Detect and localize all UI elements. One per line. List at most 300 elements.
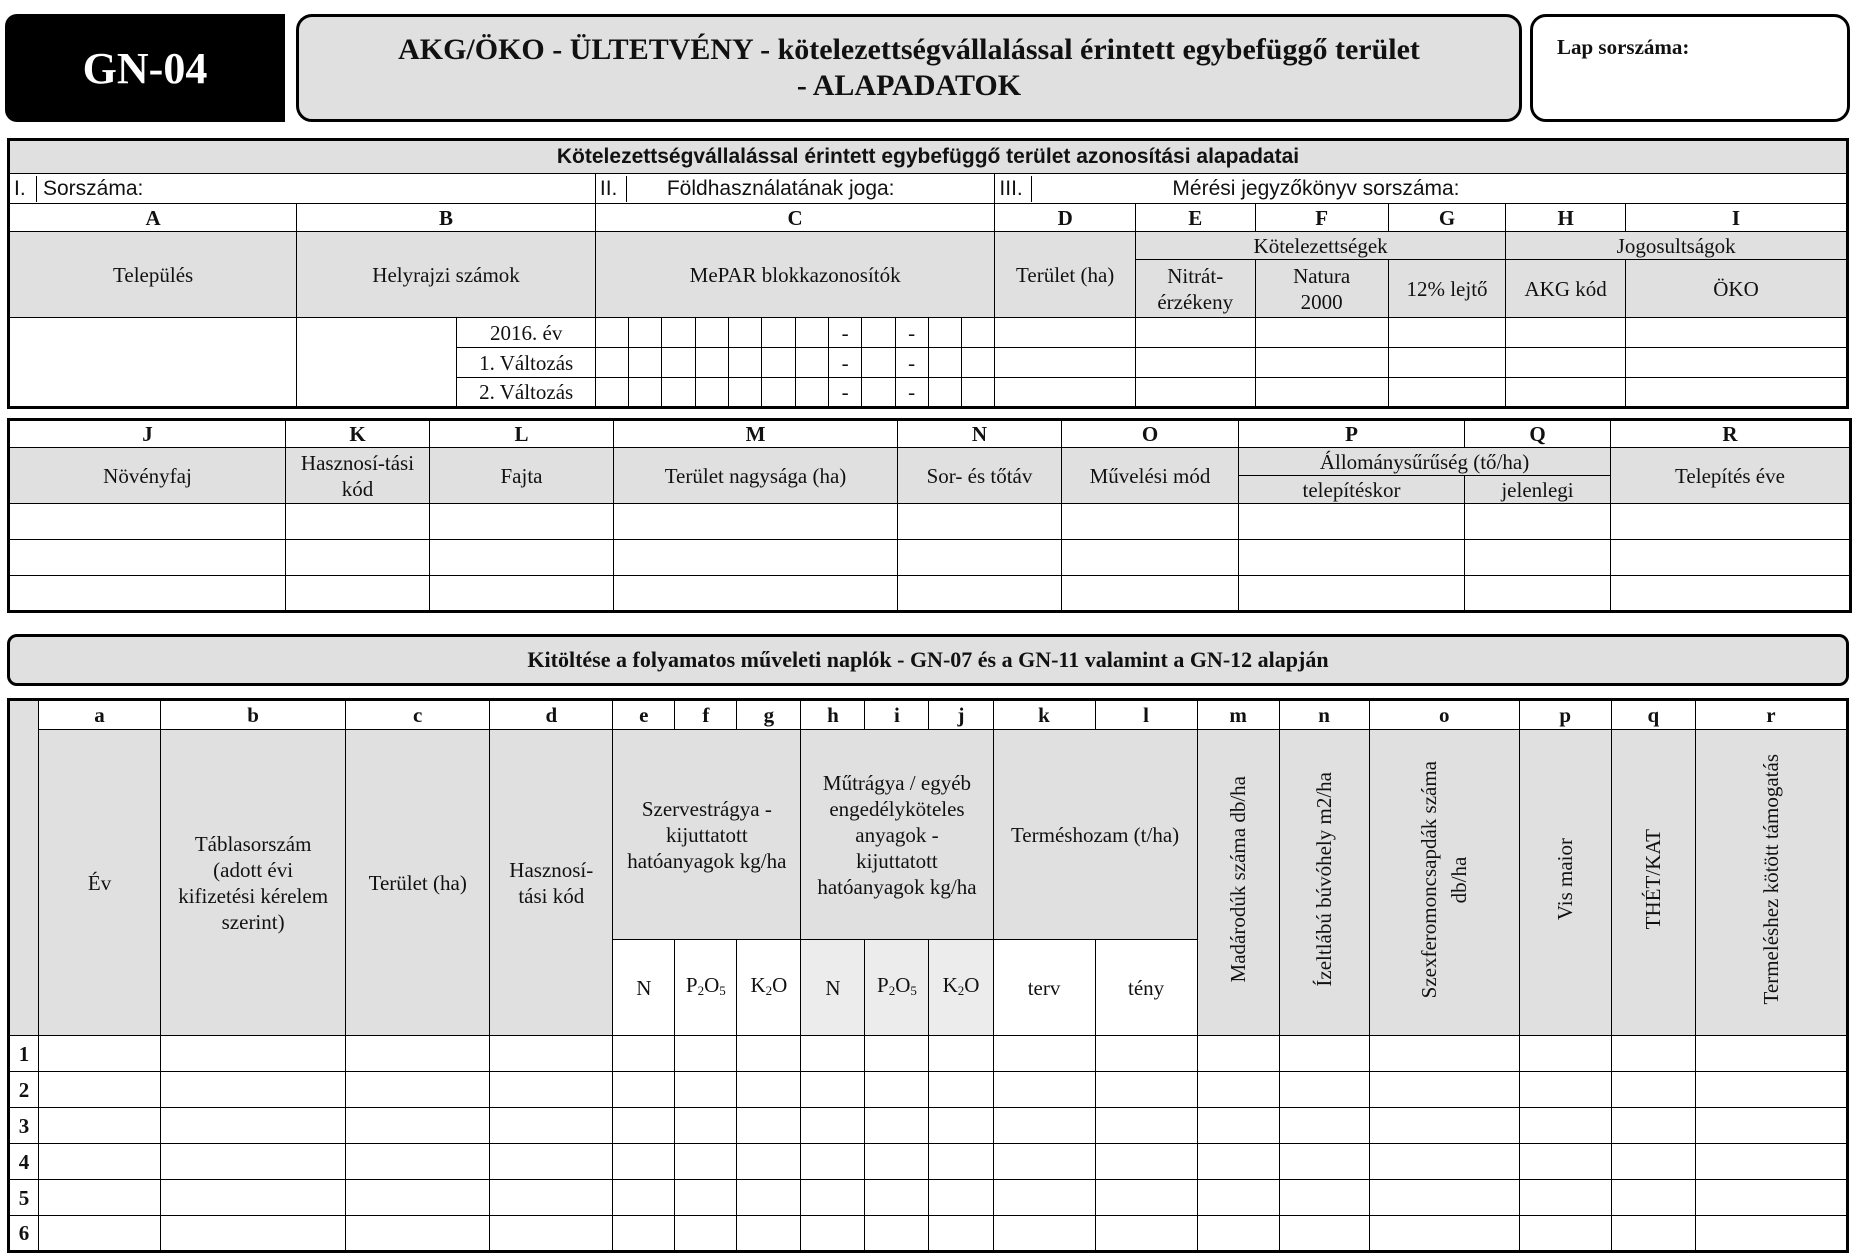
col-letter-h: h xyxy=(801,700,865,730)
cell[interactable] xyxy=(161,1216,346,1252)
col-letter-G: G xyxy=(1388,204,1506,232)
cell[interactable] xyxy=(39,1144,161,1180)
mepar-box[interactable] xyxy=(928,348,961,378)
hdr-tablasorszam-l2: (adott évi xyxy=(213,857,294,882)
hdr-k: K xyxy=(750,972,766,997)
cell[interactable] xyxy=(1611,540,1851,576)
cell[interactable] xyxy=(801,1180,865,1216)
cell-akg[interactable] xyxy=(1506,348,1626,378)
cell-natura[interactable] xyxy=(1255,348,1388,378)
hdr-szervestragya xyxy=(613,730,801,940)
cell[interactable] xyxy=(1369,1180,1519,1216)
cell-helyrajzi[interactable] xyxy=(297,318,457,408)
hdr-terulet-nagysaga: Terület nagysága (ha) xyxy=(614,448,898,504)
mepar-box[interactable] xyxy=(662,378,695,408)
cell[interactable] xyxy=(801,1216,865,1252)
cell[interactable] xyxy=(9,504,286,540)
cell[interactable] xyxy=(613,1108,675,1144)
mepar-box[interactable] xyxy=(629,318,662,348)
cell[interactable] xyxy=(675,1036,737,1072)
hdr-tablasorszam-l3: kifizetési kérelem xyxy=(178,883,329,908)
mepar-box[interactable] xyxy=(795,348,828,378)
cell-natura[interactable] xyxy=(1255,378,1388,408)
cell[interactable] xyxy=(161,1036,346,1072)
cell-akg[interactable] xyxy=(1506,318,1626,348)
col-letter-E: E xyxy=(1135,204,1255,232)
cell-lejto[interactable] xyxy=(1388,318,1506,348)
identification-title-row xyxy=(9,140,1848,174)
cell[interactable] xyxy=(1519,1072,1611,1108)
hdr-mutragya xyxy=(801,730,993,940)
cell[interactable] xyxy=(161,1072,346,1108)
cell[interactable] xyxy=(613,1072,675,1108)
cell[interactable] xyxy=(737,1216,801,1252)
hdr-izeltlabu-text: Ízeltlábú búvóhely m2/ha xyxy=(1312,772,1337,987)
cell[interactable] xyxy=(929,1072,993,1108)
cell[interactable] xyxy=(1279,1180,1369,1216)
hdr-mepar: MePAR blokkazonosítók xyxy=(595,232,995,318)
field-III-num: III. xyxy=(999,176,1032,202)
mepar-box[interactable] xyxy=(962,348,995,378)
log-row xyxy=(9,1108,1848,1144)
hdr-terulet: Terület (ha) xyxy=(346,730,490,1036)
cell[interactable] xyxy=(801,1072,865,1108)
cell[interactable] xyxy=(675,1108,737,1144)
yearly-log-table xyxy=(7,698,1849,1253)
cell[interactable] xyxy=(1369,1144,1519,1180)
cell[interactable] xyxy=(1611,1216,1695,1252)
mepar-dash: - xyxy=(895,348,928,378)
hdr-teny: tény xyxy=(1095,940,1197,1036)
cell[interactable] xyxy=(1239,576,1465,612)
mepar-box[interactable] xyxy=(962,318,995,348)
cell[interactable] xyxy=(1465,576,1611,612)
mepar-box[interactable] xyxy=(595,378,628,408)
field-III-label: Mérési jegyzőkönyv sorszáma: xyxy=(1172,176,1460,200)
cell-terulet[interactable] xyxy=(995,378,1135,408)
hdr-hasznositasi-l1: Hasznosí- xyxy=(509,857,594,882)
cell[interactable] xyxy=(1611,576,1851,612)
cell[interactable] xyxy=(286,504,430,540)
mepar-box[interactable] xyxy=(595,348,628,378)
cell[interactable] xyxy=(737,1108,801,1144)
col-letter-p: p xyxy=(1519,700,1611,730)
cell[interactable] xyxy=(39,1216,161,1252)
hdr-jelenlegi: jelenlegi xyxy=(1465,476,1611,504)
plant-row xyxy=(9,576,1851,612)
hdr-szerves-l3: hatóanyagok kg/ha xyxy=(627,848,787,873)
cell[interactable] xyxy=(286,540,430,576)
operations-log-banner xyxy=(7,634,1849,686)
cell[interactable] xyxy=(1519,1144,1611,1180)
hdr-natura xyxy=(1255,260,1388,318)
col-letter-F: F xyxy=(1255,204,1388,232)
plant-row xyxy=(9,540,1851,576)
cell-terulet[interactable] xyxy=(995,318,1135,348)
cell[interactable] xyxy=(737,1036,801,1072)
mepar-box[interactable] xyxy=(662,348,695,378)
cell[interactable] xyxy=(490,1072,613,1108)
cell[interactable] xyxy=(898,576,1062,612)
cell[interactable] xyxy=(1695,1144,1847,1180)
cell[interactable] xyxy=(865,1036,929,1072)
col-letter-I: I xyxy=(1625,204,1847,232)
col-letter-b: b xyxy=(161,700,346,730)
mepar-row-2016 xyxy=(9,318,1848,348)
hdr-madarodu xyxy=(1197,730,1279,1036)
hdr-tablasorszam-l4: szerint) xyxy=(221,909,285,934)
cell[interactable] xyxy=(1465,540,1611,576)
cell[interactable] xyxy=(9,540,286,576)
cell[interactable] xyxy=(490,1144,613,1180)
hdr-hasznositasi-l2: tási kód xyxy=(518,883,585,908)
mepar-box[interactable] xyxy=(795,318,828,348)
mepar-box[interactable] xyxy=(695,318,728,348)
hdr-muvelesi-mod: Művelési mód xyxy=(1062,448,1239,504)
hdr-nitrat-l1: Nitrát- xyxy=(1167,263,1224,288)
hdr-o-sub: 5 xyxy=(719,982,726,998)
cell[interactable] xyxy=(993,1108,1095,1144)
cell[interactable] xyxy=(865,1180,929,1216)
cell-nitrat[interactable] xyxy=(1135,348,1255,378)
mepar-box[interactable] xyxy=(729,318,762,348)
cell[interactable] xyxy=(737,1072,801,1108)
hdr-izeltlabu xyxy=(1279,730,1369,1036)
mepar-dash: - xyxy=(828,348,861,378)
cell[interactable] xyxy=(1695,1036,1847,1072)
plant-row xyxy=(9,504,1851,540)
letters-row-3 xyxy=(9,700,1848,730)
cell-akg[interactable] xyxy=(1506,378,1626,408)
mepar-box[interactable] xyxy=(762,378,795,408)
cell[interactable] xyxy=(1197,1036,1279,1072)
cell-lejto[interactable] xyxy=(1388,348,1506,378)
cell[interactable] xyxy=(346,1144,490,1180)
col-letter-f: f xyxy=(675,700,737,730)
cell[interactable] xyxy=(1095,1036,1197,1072)
hdr-jogosultsagok: Jogosultságok xyxy=(1506,232,1848,260)
mepar-box[interactable] xyxy=(962,378,995,408)
mepar-box[interactable] xyxy=(762,318,795,348)
cell[interactable] xyxy=(1465,504,1611,540)
cell[interactable] xyxy=(929,1108,993,1144)
hdr-nitrat-l2: érzékeny xyxy=(1157,289,1234,314)
col-letter-j: j xyxy=(929,700,993,730)
cell[interactable] xyxy=(675,1072,737,1108)
hdr-szerves-l1: Szervestrágya - xyxy=(641,796,772,821)
field-foldhasznalat[interactable] xyxy=(595,174,995,204)
col-letter-n: n xyxy=(1279,700,1369,730)
cell[interactable] xyxy=(1279,1108,1369,1144)
cell[interactable] xyxy=(1611,1180,1695,1216)
hdr-hasznositasi-kod xyxy=(490,730,613,1036)
hdr-mutragya-p2o5 xyxy=(865,940,929,1036)
hdr-mutragya-l3: anyagok - xyxy=(855,822,939,847)
col-letter-P: P xyxy=(1239,420,1465,448)
cell[interactable] xyxy=(1611,1036,1695,1072)
cell[interactable] xyxy=(286,576,430,612)
field-meresi-jegyzokonyv[interactable] xyxy=(995,174,1848,204)
col-letter-g: g xyxy=(737,700,801,730)
mepar-dash: - xyxy=(895,318,928,348)
cell[interactable] xyxy=(1519,1036,1611,1072)
cell[interactable] xyxy=(161,1108,346,1144)
cell[interactable] xyxy=(1611,1108,1695,1144)
cell[interactable] xyxy=(1197,1108,1279,1144)
hdr-vis-maior-text: Vis maior xyxy=(1553,838,1578,921)
identification-title: Kötelezettségvállalással érintett egybefüggő terület azonosítási alapadatai xyxy=(9,140,1848,174)
hdr-o-sub: 5 xyxy=(910,982,917,998)
cell[interactable] xyxy=(1062,504,1239,540)
cell[interactable] xyxy=(1611,1072,1695,1108)
cell[interactable] xyxy=(1197,1216,1279,1252)
mepar-box[interactable] xyxy=(729,378,762,408)
cell[interactable] xyxy=(865,1072,929,1108)
cell[interactable] xyxy=(614,576,898,612)
cell[interactable] xyxy=(1519,1216,1611,1252)
cell[interactable] xyxy=(1239,540,1465,576)
hdr-natura-l2: 2000 xyxy=(1300,289,1343,314)
cell[interactable] xyxy=(430,504,614,540)
cell[interactable] xyxy=(1695,1108,1847,1144)
mepar-box[interactable] xyxy=(695,348,728,378)
col-letter-B: B xyxy=(297,204,596,232)
cell[interactable] xyxy=(161,1180,346,1216)
mepar-box[interactable] xyxy=(629,348,662,378)
cell[interactable] xyxy=(993,1180,1095,1216)
hdr-vis-maior xyxy=(1519,730,1611,1036)
cell[interactable] xyxy=(929,1216,993,1252)
col-letter-J: J xyxy=(9,420,286,448)
cell[interactable] xyxy=(490,1180,613,1216)
cell[interactable] xyxy=(1611,504,1851,540)
field-I-label: Sorszáma: xyxy=(43,176,144,200)
cell[interactable] xyxy=(39,1108,161,1144)
hdr-thet-kat xyxy=(1611,730,1695,1036)
hdr-novenyfaj: Növényfaj xyxy=(9,448,286,504)
cell[interactable] xyxy=(490,1216,613,1252)
cell[interactable] xyxy=(865,1216,929,1252)
cell[interactable] xyxy=(39,1072,161,1108)
cell[interactable] xyxy=(1095,1108,1197,1144)
cell[interactable] xyxy=(801,1108,865,1144)
cell[interactable] xyxy=(39,1180,161,1216)
headers-row-3a xyxy=(9,730,1848,940)
hdr-hasznositasi-kod xyxy=(286,448,430,504)
sheet-number-label: Lap sorszáma: xyxy=(1557,35,1690,59)
cell[interactable] xyxy=(993,1072,1095,1108)
cell[interactable] xyxy=(614,540,898,576)
hdr-termeshozam: Terméshozam (t/ha) xyxy=(993,730,1197,940)
field-II-num: II. xyxy=(600,176,627,202)
mepar-box[interactable] xyxy=(662,318,695,348)
hdr-hasznositasi-l1: Hasznosí-tási xyxy=(300,450,415,475)
cell[interactable] xyxy=(1279,1216,1369,1252)
cell[interactable] xyxy=(1197,1144,1279,1180)
hdr-szexferomon-l1: Szexferomoncsapdák száma xyxy=(1417,760,1442,999)
cell[interactable] xyxy=(929,1180,993,1216)
hdr-k-o: O xyxy=(772,972,788,997)
hdr-mutragya-l2: engedélyköteles xyxy=(829,796,965,821)
cell[interactable] xyxy=(39,1036,161,1072)
hdr-terv: terv xyxy=(993,940,1095,1036)
cell[interactable] xyxy=(1369,1036,1519,1072)
form-code-badge xyxy=(5,14,285,122)
mepar-box[interactable] xyxy=(595,318,628,348)
cell[interactable] xyxy=(675,1180,737,1216)
cell[interactable] xyxy=(1197,1180,1279,1216)
mepar-row-label: 2. Változás xyxy=(457,378,595,408)
mepar-box[interactable] xyxy=(928,378,961,408)
cell-telepules[interactable] xyxy=(9,318,297,408)
cell[interactable] xyxy=(613,1036,675,1072)
cell[interactable] xyxy=(1695,1180,1847,1216)
cell[interactable] xyxy=(614,504,898,540)
hdr-k-sub: 2 xyxy=(765,982,773,998)
hdr-mutragya-l4: kijuttatott xyxy=(856,848,938,873)
cell[interactable] xyxy=(675,1216,737,1252)
hdr-akg: AKG kód xyxy=(1506,260,1626,318)
cell[interactable] xyxy=(1519,1108,1611,1144)
cell[interactable] xyxy=(1279,1144,1369,1180)
mepar-box[interactable] xyxy=(762,348,795,378)
mepar-box[interactable] xyxy=(862,348,895,378)
mepar-box[interactable] xyxy=(862,378,895,408)
cell[interactable] xyxy=(801,1144,865,1180)
cell-terulet[interactable] xyxy=(995,348,1135,378)
cell[interactable] xyxy=(993,1036,1095,1072)
hdr-lejto: 12% lejtő xyxy=(1388,260,1506,318)
hdr-p: P xyxy=(877,972,889,997)
cell-nitrat[interactable] xyxy=(1135,378,1255,408)
mepar-row-label: 2016. év xyxy=(457,318,595,348)
sheet-number-box[interactable] xyxy=(1530,14,1850,122)
banner-text: Kitöltése a folyamatos műveleti naplók - GN-07 és a GN-11 valamint a GN-12 alapján xyxy=(527,647,1329,672)
plant-data-table xyxy=(7,418,1852,613)
hdr-p-sub: 2 xyxy=(888,982,896,998)
cell[interactable] xyxy=(346,1216,490,1252)
cell[interactable] xyxy=(929,1036,993,1072)
hdr-szexferomon xyxy=(1369,730,1519,1036)
headers-row-2a xyxy=(9,448,1851,476)
cell[interactable] xyxy=(430,540,614,576)
cell-nitrat[interactable] xyxy=(1135,318,1255,348)
cell[interactable] xyxy=(9,576,286,612)
cell[interactable] xyxy=(346,1180,490,1216)
cell[interactable] xyxy=(1279,1036,1369,1072)
col-letter-H: H xyxy=(1506,204,1626,232)
cell[interactable] xyxy=(1695,1072,1847,1108)
hdr-kotelezettsegek: Kötelezettségek xyxy=(1135,232,1505,260)
cell[interactable] xyxy=(1062,540,1239,576)
cell[interactable] xyxy=(346,1072,490,1108)
cell-oko[interactable] xyxy=(1625,378,1847,408)
cell[interactable] xyxy=(1197,1072,1279,1108)
hdr-mutragya-n: N xyxy=(801,940,865,1036)
cell[interactable] xyxy=(737,1144,801,1180)
cell-oko[interactable] xyxy=(1625,348,1847,378)
mepar-box[interactable] xyxy=(729,348,762,378)
hdr-oko: ÖKO xyxy=(1625,260,1847,318)
cell[interactable] xyxy=(1239,504,1465,540)
hdr-mutragya-l1: Műtrágya / egyéb xyxy=(822,770,972,795)
col-letter-D: D xyxy=(995,204,1135,232)
cell[interactable] xyxy=(1519,1180,1611,1216)
cell[interactable] xyxy=(1062,576,1239,612)
cell[interactable] xyxy=(613,1144,675,1180)
mepar-box[interactable] xyxy=(862,318,895,348)
cell[interactable] xyxy=(613,1216,675,1252)
mepar-box[interactable] xyxy=(629,378,662,408)
cell[interactable] xyxy=(1095,1216,1197,1252)
cell-oko[interactable] xyxy=(1625,318,1847,348)
cell[interactable] xyxy=(898,540,1062,576)
cell[interactable] xyxy=(675,1144,737,1180)
col-letter-i: i xyxy=(865,700,929,730)
col-letter-L: L xyxy=(430,420,614,448)
cell[interactable] xyxy=(490,1036,613,1072)
cell[interactable] xyxy=(737,1180,801,1216)
col-letter-O: O xyxy=(1062,420,1239,448)
hdr-tablasorszam-l1: Táblasorszám xyxy=(194,831,312,856)
cell[interactable] xyxy=(613,1180,675,1216)
mepar-box[interactable] xyxy=(928,318,961,348)
cell[interactable] xyxy=(801,1036,865,1072)
col-letter-r: r xyxy=(1695,700,1847,730)
cell[interactable] xyxy=(898,504,1062,540)
hdr-thet-kat-text: THÉT/KAT xyxy=(1641,829,1666,930)
cell[interactable] xyxy=(1095,1144,1197,1180)
cell[interactable] xyxy=(1369,1072,1519,1108)
cell[interactable] xyxy=(1095,1180,1197,1216)
cell[interactable] xyxy=(430,576,614,612)
cell[interactable] xyxy=(1695,1216,1847,1252)
form-title xyxy=(296,14,1522,122)
cell-lejto[interactable] xyxy=(1388,378,1506,408)
col-letter-k: k xyxy=(993,700,1095,730)
cell[interactable] xyxy=(865,1144,929,1180)
col-letter-m: m xyxy=(1197,700,1279,730)
cell[interactable] xyxy=(993,1216,1095,1252)
cell[interactable] xyxy=(161,1144,346,1180)
cell[interactable] xyxy=(490,1108,613,1144)
cell[interactable] xyxy=(1369,1216,1519,1252)
cell-natura[interactable] xyxy=(1255,318,1388,348)
field-sorszama[interactable] xyxy=(9,174,596,204)
cell[interactable] xyxy=(1369,1108,1519,1144)
mepar-box[interactable] xyxy=(695,378,728,408)
mepar-box[interactable] xyxy=(795,378,828,408)
hdr-natura-l1: Natura xyxy=(1293,263,1351,288)
cell[interactable] xyxy=(1279,1072,1369,1108)
cell[interactable] xyxy=(993,1144,1095,1180)
col-letter-a: a xyxy=(39,700,161,730)
cell[interactable] xyxy=(929,1144,993,1180)
identification-fields-row xyxy=(9,174,1848,204)
cell[interactable] xyxy=(346,1108,490,1144)
cell[interactable] xyxy=(346,1036,490,1072)
cell[interactable] xyxy=(865,1108,929,1144)
col-letter-d: d xyxy=(490,700,613,730)
col-letter-o: o xyxy=(1369,700,1519,730)
col-letter-e: e xyxy=(613,700,675,730)
letters-row-1 xyxy=(9,204,1848,232)
row-number: 5 xyxy=(9,1180,39,1216)
cell[interactable] xyxy=(1611,1144,1695,1180)
cell[interactable] xyxy=(1095,1072,1197,1108)
hdr-telepules: Település xyxy=(9,232,297,318)
hdr-szerves-p2o5 xyxy=(675,940,737,1036)
